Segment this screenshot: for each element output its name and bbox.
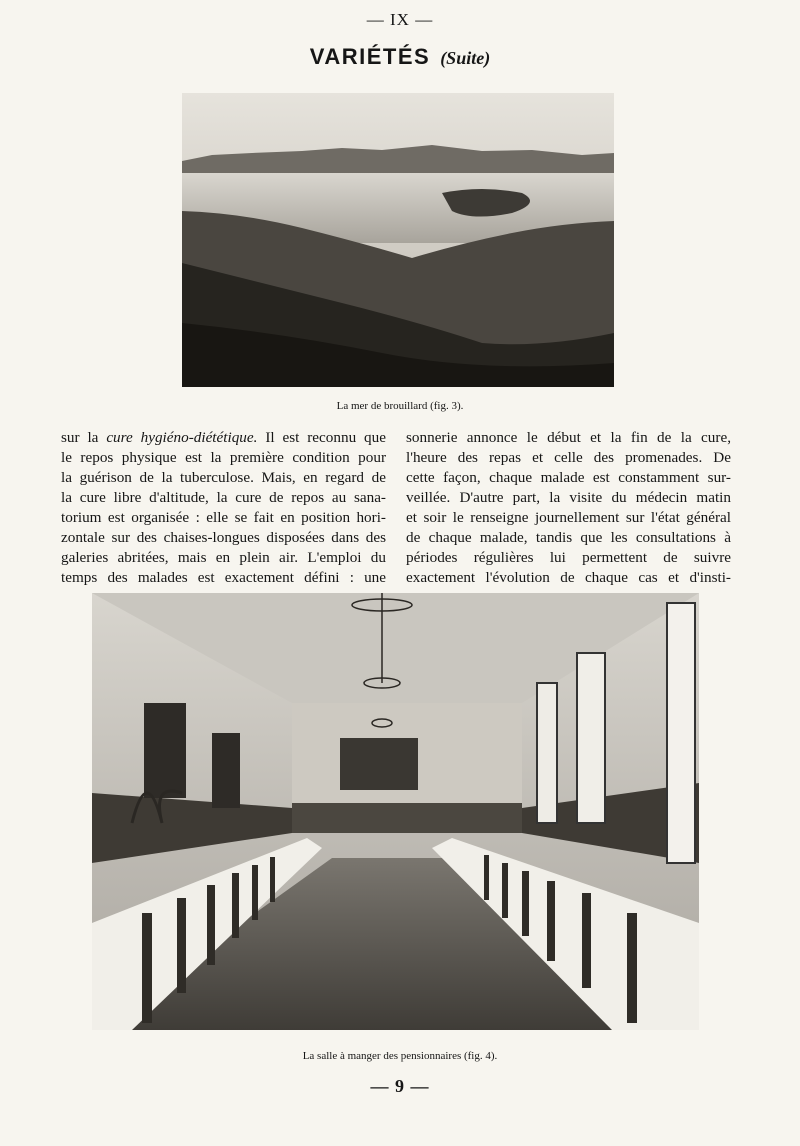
page-title	[0, 44, 800, 70]
text-line: sur la cure hygiéno-diététique. Il est reconnu que	[61, 429, 386, 446]
text-line: de chaque malade, tandis que les consultations à	[406, 529, 731, 546]
text-line: le repos physique est la première condition pour	[61, 449, 386, 466]
text-line: l'heure des repas et celle des promenades. De	[406, 449, 731, 466]
italic-phrase: cure hygiéno-diététique.	[106, 429, 258, 446]
text-line: et soir le renseigne journellement sur l'état général	[406, 509, 731, 526]
text-line: cette façon, chaque malade est constamment sur-	[406, 469, 731, 486]
text-line: exactement l'évolution de chaque cas et d'insti-	[406, 569, 731, 586]
page-number: — 9 —	[370, 1076, 430, 1096]
text-line: périodes régulières lui permettent de suivre	[406, 549, 731, 566]
figure-4-photo	[92, 593, 699, 1030]
text-line: veillée. D'autre part, la visite du médecin matin	[406, 489, 731, 506]
text-line: sonnerie annonce le début et la fin de la cure,	[406, 429, 731, 446]
title-main: VARIÉTÉS	[309, 44, 431, 69]
text-line: zontale sur des chaises-longues disposées dans des	[61, 529, 386, 546]
column-left	[61, 428, 386, 588]
figure-3-photo	[182, 93, 614, 387]
text-line: torium est organisée : elle se fait en position hori-	[61, 509, 386, 526]
title-suffix: (Suite)	[440, 48, 491, 68]
text-line: la cure libre d'altitude, la cure de repos au sana-	[61, 489, 386, 506]
figure-3-caption: La mer de brouillard (fig. 3).	[336, 400, 464, 412]
text-line: galeries abritées, mais en plein air. L'emploi du	[61, 549, 386, 566]
figure-4-caption: La salle à manger des pensionnaires (fig. 4).	[302, 1050, 498, 1062]
column-right	[406, 428, 731, 588]
text-line: la guérison de la tuberculose. Mais, en regard de	[61, 469, 386, 486]
page-number-roman: — IX —	[366, 10, 434, 29]
text-line: temps des malades est exactement défini : une	[61, 569, 386, 586]
